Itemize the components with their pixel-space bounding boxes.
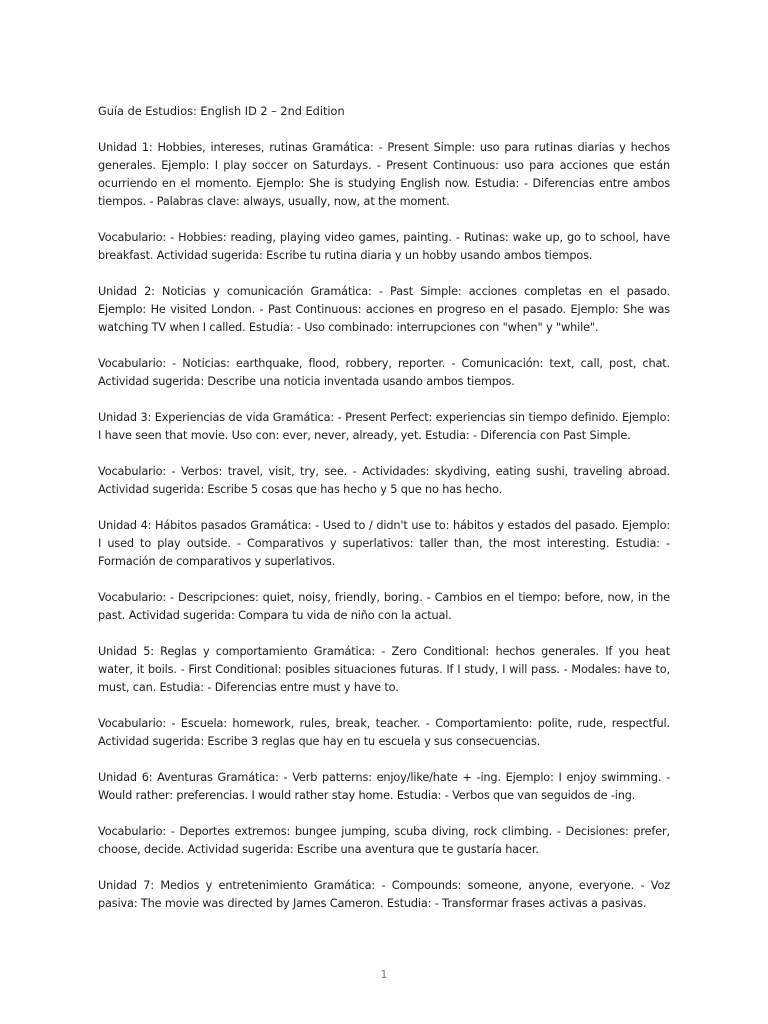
- paragraph-unit-2-grammar: Unidad 2: Noticias y comunicación Gramática: - Past Simple: acciones completas en el pasado. Ejemplo: He visited London. - Past Continuous: acciones en progreso en el pasado. Ejemplo: She was watching TV when I called. Estudia: - Uso combinado: interrupciones con "when" y "while".: [98, 285, 670, 334]
- paragraph-unit-1-grammar: Unidad 1: Hobbies, intereses, rutinas Gramática: - Present Simple: uso para rutinas diarias y hechos generales. Ejemplo: I play soccer on Saturdays. - Present Continuous: uso para acciones que están ocurriendo en el momento. Ejemplo: She is studying English now. Estudia: - Diferencias entre ambos tiempos. - Palabras clave: always, usually, now, at the moment.: [98, 141, 670, 208]
- document-title: Guía de Estudios: English ID 2 – 2nd Edition: [98, 105, 345, 118]
- paragraph-unit-1-vocabulary: Vocabulario: - Hobbies: reading, playing video games, painting. - Rutinas: wake up, go to school, have breakfast. Actividad sugerida: Escribe tu rutina diaria y un hobby usando ambos tiempos.: [98, 231, 670, 262]
- page-number: 1: [380, 968, 388, 981]
- paragraph-unit-5-vocabulary: Vocabulario: - Escuela: homework, rules, break, teacher. - Comportamiento: polite, rude, respectful. Actividad sugerida: Escribe 3 reglas que hay en tu escuela y sus consecuencias.: [98, 717, 670, 748]
- paragraph-unit-5-grammar: Unidad 5: Reglas y comportamiento Gramática: - Zero Conditional: hechos generales. If you heat water, it boils. - First Conditional: posibles situaciones futuras. If I study, I will pass. - Modales: have to, must, can. Estudia: - Diferencias entre must y have to.: [98, 645, 670, 694]
- paragraph-unit-2-vocabulary: Vocabulario: - Noticias: earthquake, flood, robbery, reporter. - Comunicación: text, call, post, chat. Actividad sugerida: Describe una noticia inventada usando ambos tiempos.: [98, 357, 670, 388]
- paragraph-unit-4-grammar: Unidad 4: Hábitos pasados Gramática: - Used to / didn't use to: hábitos y estados del pasado. Ejemplo: I used to play outside. - Comparativos y superlativos: taller than, the most interesting. Estudia: - Formación de comparativos y superlativos.: [98, 519, 670, 568]
- paragraph-unit-6-vocabulary: Vocabulario: - Deportes extremos: bungee jumping, scuba diving, rock climbing. - Decisiones: prefer, choose, decide. Actividad sugerida: Escribe una aventura que te gustaría hacer.: [98, 825, 670, 856]
- paragraph-unit-6-grammar: Unidad 6: Aventuras Gramática: - Verb patterns: enjoy/like/hate + -ing. Ejemplo: I enjoy swimming. - Would rather: preferencias. I would rather stay home. Estudia: - Verbos que van seguidos de -ing.: [98, 771, 670, 802]
- paragraph-unit-3-grammar: Unidad 3: Experiencias de vida Gramática: - Present Perfect: experiencias sin tiempo definido. Ejemplo: I have seen that movie. Uso con: ever, never, already, yet. Estudia: - Diferencia con Past Simple.: [98, 411, 670, 442]
- document-body: [98, 103, 670, 931]
- paragraph-unit-7-grammar: Unidad 7: Medios y entretenimiento Gramática: - Compounds: someone, anyone, everyone. - Voz pasiva: The movie was directed by James Cameron. Estudia: - Transformar frases activas a pasivas.: [98, 879, 670, 910]
- paragraph-unit-3-vocabulary: Vocabulario: - Verbos: travel, visit, try, see. - Actividades: skydiving, eating sushi, traveling abroad. Actividad sugerida: Escribe 5 cosas que has hecho y 5 que no has hecho.: [98, 465, 670, 496]
- paragraph-unit-4-vocabulary: Vocabulario: - Descripciones: quiet, noisy, friendly, boring. - Cambios en el tiempo: before, now, in the past. Actividad sugerida: Compara tu vida de niño con la actual.: [98, 591, 670, 622]
